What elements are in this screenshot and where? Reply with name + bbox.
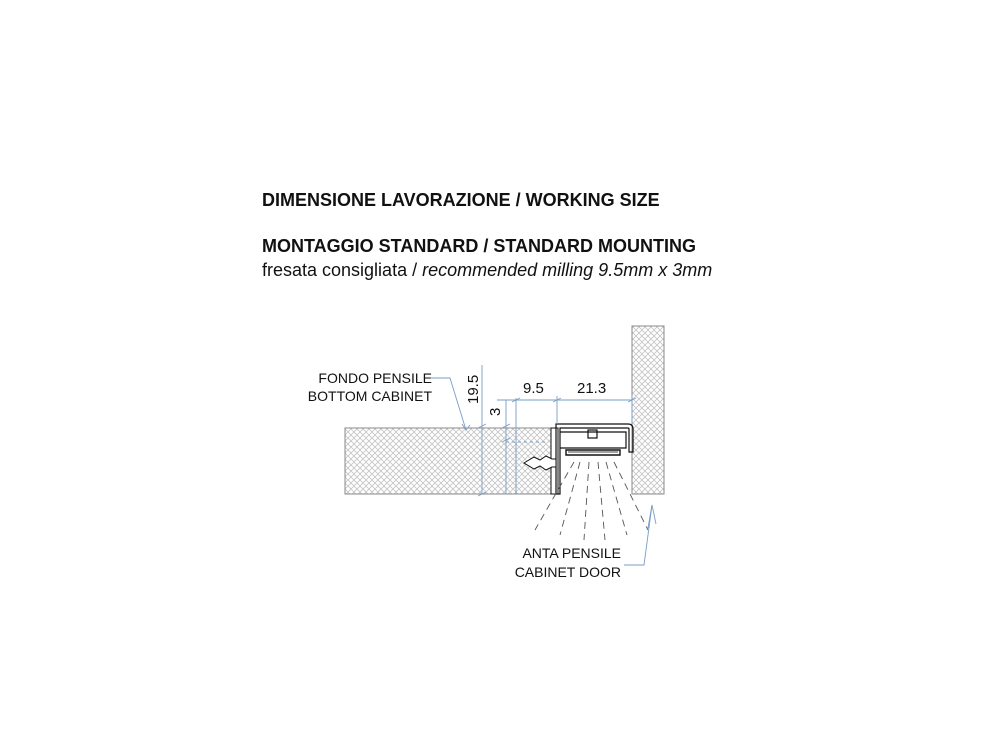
label-cabinet-door-it: ANTA PENSILE (522, 545, 621, 561)
led-profile (556, 424, 633, 494)
dimension-groove-width: 9.5 (523, 380, 544, 397)
dimension-profile-width: 21.3 (577, 380, 607, 397)
label-bottom-cabinet-en: BOTTOM CABINET (307, 388, 432, 404)
dimension-groove-depth: 3 (487, 407, 504, 416)
milling-note-it: fresata consigliata / (262, 260, 418, 280)
title: DIMENSIONE LAVORAZIONE / WORKING SIZE (262, 190, 660, 210)
cabinet-door-panel (632, 326, 664, 494)
dimension-depth-total: 19.5 (465, 374, 482, 404)
label-cabinet-door-en: CABINET DOOR (514, 564, 621, 580)
bottom-cabinet-panel (345, 428, 557, 494)
label-bottom-cabinet-it: FONDO PENSILE (318, 370, 432, 386)
subtitle: MONTAGGIO STANDARD / STANDARD MOUNTING (262, 236, 696, 256)
milling-note-en: recommended milling 9.5mm x 3mm (422, 260, 713, 280)
